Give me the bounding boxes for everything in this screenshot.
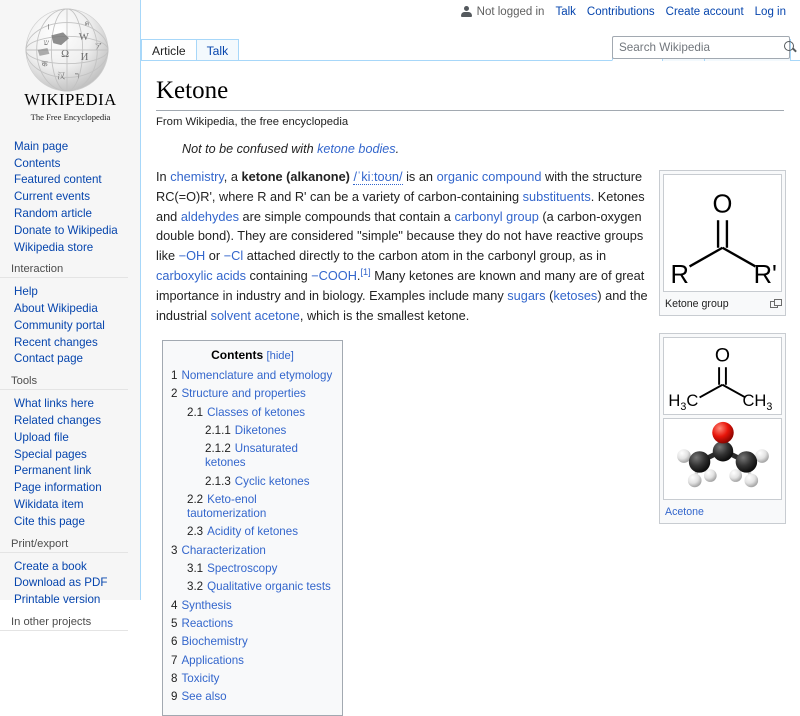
sidebar-interaction-list [0,282,140,366]
sidebar-heading-print-export: Print/export [0,538,128,553]
toc-list [163,367,342,707]
toc-entry-number: 2.1.3 [205,475,231,488]
sidebar-item-cite-this-page[interactable]: Cite this page [14,515,85,528]
lead-t14: ( [546,288,554,303]
toc-link-keto-enol-tautomerization[interactable]: Keto-enol tautomerization [187,493,266,520]
sidebar-list-item [0,154,140,171]
sidebar-list-item [0,573,140,590]
sidebar-nav-list [0,137,140,254]
toc-entry-number: 2.1.2 [205,442,231,455]
sidebar-list-item [0,445,140,462]
sidebar-heading-interaction: Interaction [0,263,128,278]
sidebar-item-permanent-link[interactable]: Permanent link [14,464,91,477]
term-ketone: ketone (alkanone) [242,169,350,184]
toc-entry-number: 2.1.1 [205,424,231,437]
link-carboxylic-acids[interactable]: carboxylic acids [156,268,246,283]
sidebar-section-interaction [0,263,140,366]
lead-t15: ) and the industrial [156,288,648,323]
acetone-structural-formula-icon [664,338,781,414]
sidebar [0,0,141,600]
toc-entry[interactable] [163,652,342,670]
toc-entry[interactable] [163,615,342,633]
article-content [141,61,800,600]
sidebar-list-item [0,428,140,445]
sidebar-item-related-changes[interactable]: Related changes [14,414,101,427]
tab-talk[interactable]: Talk [196,39,240,61]
svg-text:O: O [713,190,733,218]
sidebar-list-item [0,204,140,221]
sidebar-tools-list [0,394,140,528]
sidebar-list-item [0,462,140,479]
toc-entry[interactable] [163,688,342,706]
sidebar-section-print-export [0,538,140,607]
lead-t16: , which is the smallest ketone. [300,308,469,323]
reference-1[interactable] [360,267,370,277]
svg-text:И: И [81,51,89,63]
svg-text:ש: ש [44,38,50,47]
reference-1-link[interactable]: [1] [360,267,370,277]
sidebar-list-item [0,590,140,607]
sidebar-item-main-page[interactable]: Main page [14,140,68,153]
sidebar-list-item [0,350,140,367]
toc-entry[interactable] [163,670,342,688]
sidebar-list-item [0,137,140,154]
toc-entry-number: 5 [171,617,177,630]
caption-link-acetone[interactable]: Acetone [665,506,704,518]
lead-t2: , a [224,169,242,184]
sidebar-item-recent-changes[interactable]: Recent changes [14,336,98,349]
acetone-3d-model-image[interactable] [663,418,782,500]
toc-entry-number: 1 [171,369,177,382]
toc-title-label: Contents [211,348,263,362]
ipa-pronunciation[interactable]: /ˈkiːtoʊn/ [353,169,402,185]
wordmark-title: WIKIPEDIA [0,90,141,110]
toc-entry[interactable] [163,560,342,578]
link-sugars[interactable]: sugars [507,288,545,303]
toc-entry[interactable] [163,367,342,385]
lead-t13: Many ketones are known and many are of great importance in industry and in biology. Examples include many [156,268,644,303]
user-link-talk[interactable]: Talk [555,6,575,18]
sidebar-item-random-article[interactable]: Random article [14,207,92,220]
user-link-create-account[interactable]: Create account [666,6,744,18]
sidebar-list-item [0,394,140,411]
thumbnail-caption-acetone [660,503,785,523]
toc-entry-number: 2.3 [187,525,203,538]
toc-link-toxicity[interactable]: Toxicity [181,672,219,685]
person-icon [461,6,472,18]
toc-entry-number: 2.1 [187,406,203,419]
sidebar-section-tools [0,375,140,528]
lead-t7: are simple compounds that contain a [239,209,454,224]
hatnote-text: Not to be confused with [182,142,317,156]
hatnote-link[interactable]: ketone bodies [317,142,395,156]
toc-entry[interactable] [163,633,342,651]
not-logged-in-label: Not logged in [477,6,545,18]
sidebar-list-item [0,495,140,512]
svg-text:R: R [671,261,689,289]
toc-link-spectroscopy[interactable]: Spectroscopy [207,562,277,575]
thumbnail-caption-ketone-group [660,295,785,315]
lead-t6: . Ketones and [156,189,645,224]
svg-text:O: O [715,344,730,366]
toc-entry[interactable] [163,597,342,615]
svg-text:Ω: Ω [61,48,69,60]
sidebar-item-featured-content[interactable]: Featured content [14,173,102,186]
search-box[interactable] [612,36,790,59]
sidebar-section-navigation [0,137,140,254]
sidebar-item-community-portal[interactable]: Community portal [14,319,105,332]
sidebar-section-other-projects [0,616,140,631]
sidebar-item-donate-to-wikipedia[interactable]: Donate to Wikipedia [14,224,118,237]
sidebar-item-what-links-here[interactable]: What links here [14,397,94,410]
link-hydroxyl[interactable]: −OH [179,248,206,263]
link-carbonyl-group[interactable]: carbonyl group [454,209,538,224]
toc-link-applications[interactable]: Applications [181,654,244,667]
sidebar-item-about-wikipedia[interactable]: About Wikipedia [14,302,98,315]
lead-t1: In [156,169,170,184]
toc-entry-number: 8 [171,672,177,685]
lead-paragraph [156,167,648,326]
lead-t10: attached directly to the carbon atom in the carbonyl group, as in [243,248,606,263]
toc-entry-number: 3.1 [187,562,203,575]
svg-text:CH3: $CH_3$ [742,391,772,413]
sidebar-item-wikipedia-store[interactable]: Wikipedia store [14,241,93,254]
link-solvent-acetone[interactable]: solvent acetone [211,308,300,323]
toc-entry[interactable] [163,385,342,403]
sidebar-list-item [0,187,140,204]
sidebar-list-item [0,478,140,495]
link-cooh[interactable]: −COOH [311,268,357,283]
acetone-ball-and-stick-model-icon [664,419,781,499]
svg-text:R': R' [754,261,777,289]
sidebar-item-help[interactable]: Help [14,285,38,298]
svg-text:ค: ค [85,21,90,28]
acetone-structural-formula-image[interactable] [663,337,782,415]
toc-link-classes-of-ketones[interactable]: Classes of ketones [207,406,305,419]
sidebar-item-create-a-book[interactable]: Create a book [14,560,87,573]
tab-article[interactable]: Article [141,39,197,61]
site-tagline: From Wikipedia, the free encyclopedia [156,116,784,128]
svg-text:ר: ר [75,70,79,80]
sidebar-list-item [0,557,140,574]
user-link-log-in[interactable]: Log in [755,6,786,18]
link-substituents[interactable]: substituents [523,189,591,204]
sidebar-item-contact-page[interactable]: Contact page [14,352,83,365]
user-link-contributions[interactable]: Contributions [587,6,655,18]
toc-entry-number: 6 [171,635,177,648]
toc-link-synthesis[interactable]: Synthesis [181,599,231,612]
search-input[interactable] [613,38,780,57]
svg-text:ا: ا [47,23,49,31]
toc-link-cyclic-ketones[interactable]: Cyclic ketones [235,475,310,488]
toc-link-characterization[interactable]: Characterization [181,544,265,557]
sidebar-list-item [0,221,140,238]
toc-toggle-hide[interactable]: [hide] [266,350,293,362]
toc-link-structure-and-properties[interactable]: Structure and properties [181,387,305,400]
toc-title [163,348,342,362]
toc-link-reactions[interactable]: Reactions [181,617,233,630]
toc-entry[interactable] [163,542,342,560]
sidebar-item-contents[interactable]: Contents [14,157,60,170]
link-organic-compound[interactable]: organic compound [437,169,542,184]
toc-entry[interactable] [163,473,342,491]
toc-entry[interactable] [163,578,342,596]
sidebar-heading-other-projects: In other projects [0,616,128,631]
hatnote-suffix: . [396,142,400,156]
lead-t11: containing [246,268,311,283]
sidebar-item-special-pages[interactable]: Special pages [14,448,87,461]
svg-text:W: W [79,31,90,43]
lead-t5: with the structure RC(=O)R', where R and R' can be a variety of carbon-containing [156,169,642,204]
lead-t12: . [357,268,361,283]
toc-link-nomenclature-and-etymology[interactable]: Nomenclature and etymology [181,369,332,382]
thumbnail-acetone [659,333,786,524]
enlarge-icon[interactable] [770,299,781,309]
caption-text: Ketone group [665,298,729,310]
toc-entry[interactable] [163,403,342,421]
sidebar-item-current-events[interactable]: Current events [14,190,90,203]
ketone-group-image[interactable] [663,174,782,292]
toc-entry-number: 9 [171,690,177,703]
sidebar-item-upload-file[interactable]: Upload file [14,431,69,444]
sidebar-item-wikidata-item[interactable]: Wikidata item [14,498,84,511]
link-ketoses[interactable]: ketoses [553,288,597,303]
svg-text:汉: 汉 [57,71,65,80]
sidebar-list-item [0,316,140,333]
svg-text:H3C: $H_3C$ [668,391,698,413]
toc-link-qualitative-organic-tests[interactable]: Qualitative organic tests [207,580,331,593]
sidebar-list-item [0,299,140,316]
sidebar-list-item [0,411,140,428]
sidebar-heading-tools: Tools [0,375,128,390]
svg-text:ア: ア [94,42,102,51]
link-chemistry[interactable]: chemistry [170,169,224,184]
lead-t9: or [205,248,223,263]
toc-entry-number: 7 [171,654,177,667]
sidebar-item-download-as-pdf[interactable]: Download as PDF [14,576,107,589]
lead-t4: is an [403,169,437,184]
link-aldehydes[interactable]: aldehydes [181,209,239,224]
toc-entry[interactable] [163,422,342,440]
toc-link-diketones[interactable]: Diketones [235,424,287,437]
wordmark-tagline: The Free Encyclopedia [0,112,141,122]
sidebar-list-item [0,512,140,529]
toc-entry-number: 3 [171,544,177,557]
lead-t8: (a carbon-oxygen double bond). They are considered "simple" because they do not have reactive groups like [156,209,643,264]
toc-link-see-also[interactable]: See also [181,690,226,703]
toc-entry[interactable] [163,523,342,541]
search-icon[interactable] [780,38,800,57]
toc-link-unsaturated-ketones[interactable]: Unsaturated ketones [205,442,298,469]
toc-link-biochemistry[interactable]: Biochemistry [181,635,247,648]
toc-entry-number: 4 [171,599,177,612]
sidebar-list-item [0,282,140,299]
sidebar-item-printable-version[interactable]: Printable version [14,593,100,606]
toc-link-acidity-of-ketones[interactable]: Acidity of ketones [207,525,298,538]
sidebar-item-page-information[interactable]: Page information [14,481,102,494]
sidebar-list-item [0,171,140,188]
toc-entry-number: 3.2 [187,580,203,593]
table-of-contents [162,340,343,716]
thumbnail-ketone-group [659,170,786,316]
toc-entry-number: 2.2 [187,493,203,506]
not-logged-in-status [461,6,545,18]
ketone-group-structural-formula-icon [664,175,781,291]
sidebar-print-export-list [0,557,140,607]
personal-tools-bar [0,0,800,24]
svg-text:क: क [42,60,49,69]
wikipedia-wordmark [0,90,141,122]
namespace-tabs [141,31,238,61]
toc-entry[interactable] [163,440,342,472]
sidebar-list-item [0,238,140,255]
page-title: Ketone [156,77,784,111]
toc-entry-number: 2 [171,387,177,400]
hatnote [182,142,784,156]
sidebar-list-item [0,333,140,350]
link-chloride[interactable]: −Cl [224,248,244,263]
toc-entry[interactable] [163,491,342,523]
